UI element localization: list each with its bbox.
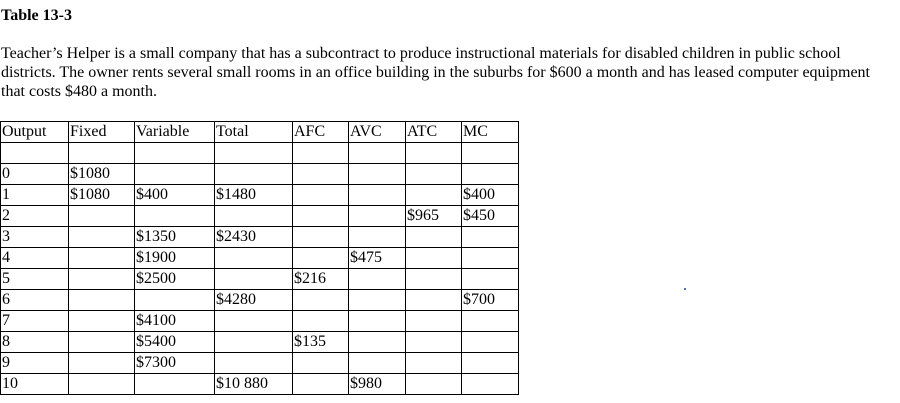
table-cell: 5: [1, 269, 69, 290]
table-cell: 3: [1, 227, 69, 248]
table-cell: 7: [1, 311, 69, 332]
table-cell: [462, 269, 519, 290]
table-cell: $1480: [215, 185, 293, 206]
table-cell: [406, 290, 462, 311]
table-cell: [215, 206, 293, 227]
table-title: Table 13-3: [1, 7, 72, 24]
header-atc: ATC: [406, 122, 462, 143]
table-cell: [69, 374, 135, 395]
table-cell: [406, 353, 462, 374]
table-cell: [135, 290, 215, 311]
table-cell: [69, 227, 135, 248]
table-row: [1, 248, 519, 269]
cost-table: [0, 121, 519, 395]
table-cell: [69, 248, 135, 269]
table-cell: [215, 143, 293, 164]
table-row: [1, 311, 519, 332]
table-cell: $216: [293, 269, 349, 290]
table-cell: 6: [1, 290, 69, 311]
table-cell: 4: [1, 248, 69, 269]
table-cell: 8: [1, 332, 69, 353]
table-cell: [215, 269, 293, 290]
table-cell: [349, 227, 406, 248]
table-cell: [293, 311, 349, 332]
table-cell: [135, 206, 215, 227]
table-cell: [69, 290, 135, 311]
table-cell: [406, 374, 462, 395]
table-cell: [69, 269, 135, 290]
table-cell: [462, 353, 519, 374]
table-cell: [293, 143, 349, 164]
table-cell: [462, 332, 519, 353]
table-cell: [1, 143, 69, 164]
table-cell: $2430: [215, 227, 293, 248]
table-cell: [406, 311, 462, 332]
table-cell: [406, 227, 462, 248]
table-cell: [215, 164, 293, 185]
table-cell: $1350: [135, 227, 215, 248]
header-fixed: Fixed: [69, 122, 135, 143]
table-cell: [135, 143, 215, 164]
table-row: [1, 227, 519, 248]
table-row: [1, 185, 519, 206]
table-row: [1, 353, 519, 374]
table-cell: [349, 143, 406, 164]
table-cell: 2: [1, 206, 69, 227]
table-cell: [293, 248, 349, 269]
table-cell: [462, 227, 519, 248]
cost-table-container: [0, 121, 519, 395]
header-variable: Variable: [135, 122, 215, 143]
table-cell: [293, 290, 349, 311]
table-cell: [406, 185, 462, 206]
problem-description: Teacher’s Helper is a small company that has a subcontract to produce instructional materials for disabled children in public school districts. The owner rents several small rooms in an office building in the suburbs for $600 a month and has leased computer equipment that costs $480 a month.: [1, 45, 870, 100]
table-cell: $400: [462, 185, 519, 206]
table-cell: $475: [349, 248, 406, 269]
table-row: [1, 269, 519, 290]
table-cell: [69, 206, 135, 227]
table-cell: [406, 143, 462, 164]
table-cell: [293, 353, 349, 374]
table-cell: [215, 332, 293, 353]
table-cell: [293, 227, 349, 248]
table-cell: $1080: [69, 185, 135, 206]
table-row: [1, 374, 519, 395]
table-row: [1, 332, 519, 353]
table-cell: [349, 332, 406, 353]
header-avc: AVC: [349, 122, 406, 143]
table-cell: [406, 332, 462, 353]
table-cell: [135, 374, 215, 395]
table-row: [1, 206, 519, 227]
table-cell: 10: [1, 374, 69, 395]
table-cell: [293, 164, 349, 185]
header-output: Output: [1, 122, 69, 143]
table-cell: $450: [462, 206, 519, 227]
stray-dot: [684, 288, 686, 290]
table-cell: [406, 269, 462, 290]
table-cell: [69, 332, 135, 353]
table-cell: [349, 311, 406, 332]
table-cell: [349, 353, 406, 374]
table-cell: [462, 248, 519, 269]
table-cell: [69, 311, 135, 332]
table-row: [1, 164, 519, 185]
table-cell: [406, 248, 462, 269]
table-cell: [462, 164, 519, 185]
header-total: Total: [215, 122, 293, 143]
table-cell: [349, 164, 406, 185]
table-cell: 0: [1, 164, 69, 185]
table-cell: [349, 185, 406, 206]
table-cell: $4100: [135, 311, 215, 332]
table-cell: 1: [1, 185, 69, 206]
table-cell: [462, 311, 519, 332]
blank-row: [1, 143, 519, 164]
table-cell: [215, 311, 293, 332]
table-cell: [293, 185, 349, 206]
table-cell: [293, 374, 349, 395]
table-cell: 9: [1, 353, 69, 374]
table-cell: [215, 353, 293, 374]
table-cell: [349, 206, 406, 227]
table-cell: $1900: [135, 248, 215, 269]
table-cell: $1080: [69, 164, 135, 185]
table-cell: $700: [462, 290, 519, 311]
table-cell: $10 880: [215, 374, 293, 395]
table-cell: [69, 353, 135, 374]
table-cell: [135, 164, 215, 185]
table-cell: [406, 164, 462, 185]
table-cell: [293, 206, 349, 227]
table-cell: [462, 374, 519, 395]
table-cell: [349, 290, 406, 311]
table-cell: [215, 248, 293, 269]
table-cell: $2500: [135, 269, 215, 290]
table-row: [1, 290, 519, 311]
table-cell: $400: [135, 185, 215, 206]
table-cell: $5400: [135, 332, 215, 353]
table-cell: [462, 143, 519, 164]
table-cell: $965: [406, 206, 462, 227]
header-afc: AFC: [293, 122, 349, 143]
table-cell: $7300: [135, 353, 215, 374]
table-cell: [349, 269, 406, 290]
table-cell: $4280: [215, 290, 293, 311]
header-row: [1, 122, 519, 143]
table-cell: [69, 143, 135, 164]
header-mc: MC: [462, 122, 519, 143]
table-cell: $980: [349, 374, 406, 395]
table-cell: $135: [293, 332, 349, 353]
